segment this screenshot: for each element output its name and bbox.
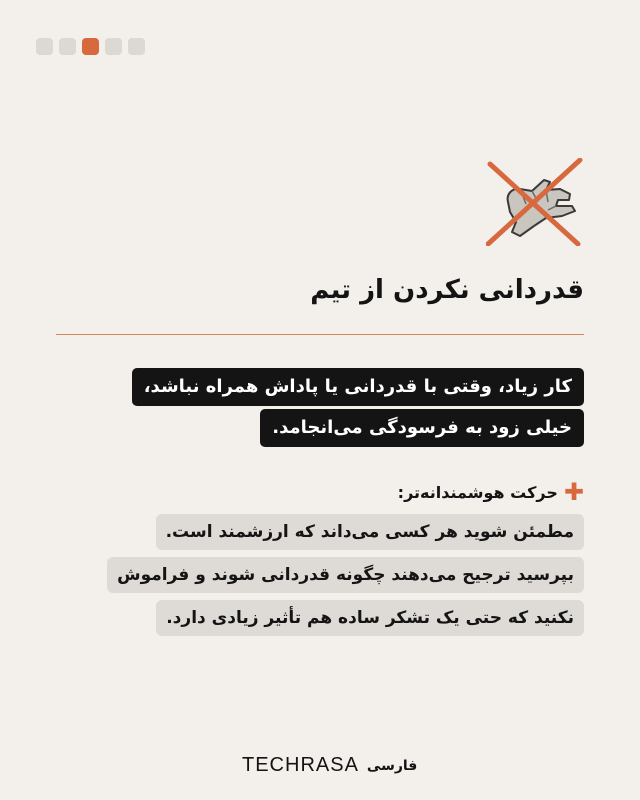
problem-line-1: کار زیاد، وقتی با قدردانی یا پاداش همراه نباشد، bbox=[132, 368, 584, 406]
carousel-pager bbox=[36, 38, 145, 55]
page-title: قدردانی نکردن از تیم bbox=[310, 275, 584, 305]
pager-dot bbox=[105, 38, 122, 55]
smart-move-heading bbox=[397, 478, 584, 506]
plus-icon: ✚ bbox=[563, 478, 584, 506]
brand-suffix: فارسی bbox=[366, 757, 418, 774]
problem-line-2: خیلی زود به فرسودگی می‌انجامد. bbox=[260, 409, 584, 447]
title-divider bbox=[56, 334, 584, 335]
smart-move-line-2: بپرسید ترجیح می‌دهند چگونه قدردانی شوند و فراموش bbox=[107, 557, 584, 593]
smart-move-line-1: مطمئن شوید هر کسی می‌داند که ارزشمند است. bbox=[156, 514, 584, 550]
pager-dot bbox=[36, 38, 53, 55]
smart-move-heading-text: حرکت هوشمندانه‌تر: bbox=[397, 482, 558, 502]
brand-name: TECHRASA bbox=[242, 754, 359, 776]
crossed-hand-icon bbox=[486, 158, 584, 246]
smart-move-line-3: نکنید که حتی یک تشکر ساده هم تأثیر زیادی دارد. bbox=[156, 600, 584, 636]
brand-logo bbox=[242, 754, 417, 777]
pager-dot bbox=[128, 38, 145, 55]
pager-dot-active bbox=[82, 38, 99, 55]
pager-dot bbox=[59, 38, 76, 55]
